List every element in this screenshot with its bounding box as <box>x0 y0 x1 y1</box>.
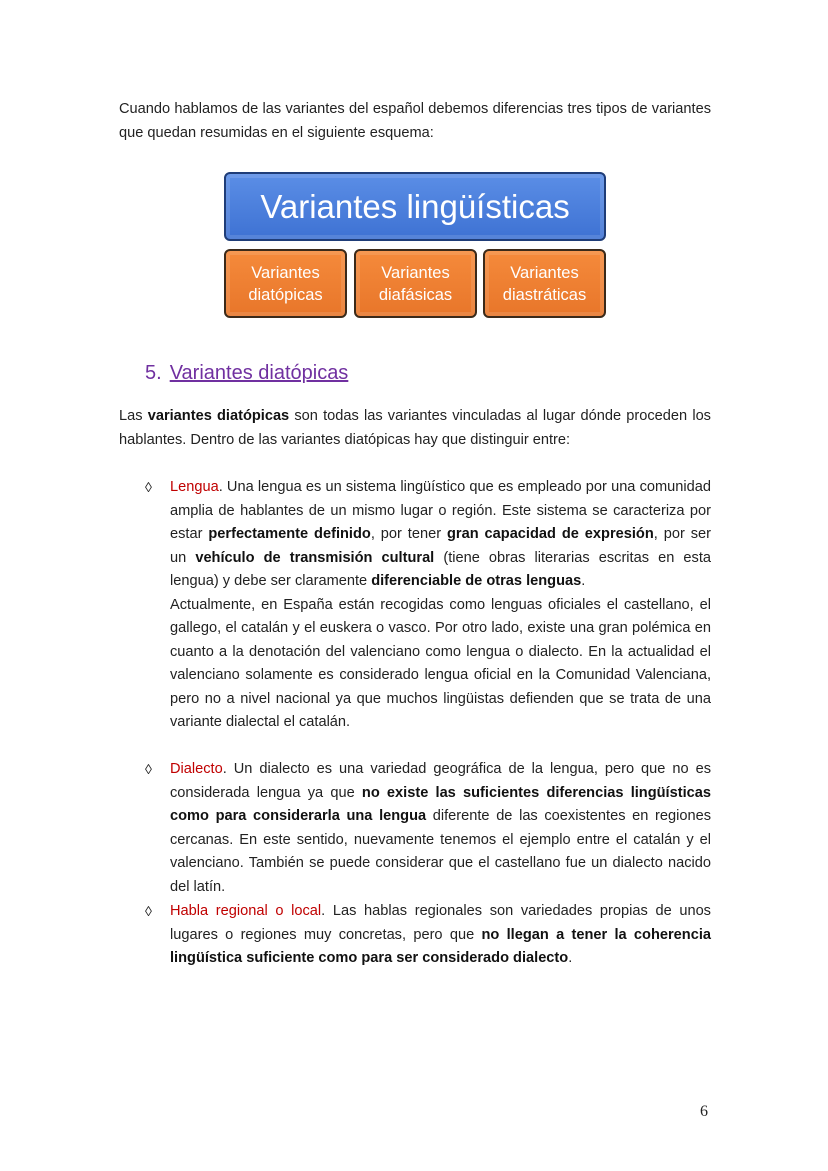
section-heading <box>145 362 348 385</box>
item-text: , por ser un <box>170 526 712 566</box>
item-text: . <box>568 950 573 966</box>
diagram-title: Variantes lingüísticas <box>260 187 570 225</box>
diamond-bullet-icon: ◊ <box>145 761 152 777</box>
list-item-text <box>170 476 711 594</box>
list-item-text <box>170 900 711 971</box>
diagram-box-label: Variantes diastráticas <box>502 263 587 304</box>
item-bold: gran capacidad de expresión <box>447 526 654 542</box>
item-text: . Las hablas regionales son variedades propias de unos lugares o regiones muy concretas, pero que <box>170 903 711 943</box>
item-text: . Un dialecto es una variedad geográfica de la lengua, pero que no es considerada lengua ya que <box>170 761 711 801</box>
list-item-extra-text: Actualmente, en España están recogidas como lenguas oficiales el castellano, el gallego, el catalán y el euskera o vasco. Por otro lado, existe una gran polémica en cuanto a la denotación del valenciano como lengua o dialecto. En la actualidad el valenciano solamente es considerado lengua oficial en la Comunidad Valenciana, pero no a nivel nacional ya que muchos lingüistas defienden que se trata de una variante dialectal el catalán. <box>170 596 711 730</box>
item-text: diferente de las coexistentes en regiones cercanas. En este sentido, nuevamente tenemos el ejemplo entre el catalán y el valenciano. También se puede considerar que el castellano fue un dialecto nacido del latín. <box>170 808 711 895</box>
term-lengua: Lengua <box>170 479 219 495</box>
lead-bold-term: variantes diatópicas <box>147 408 290 424</box>
diamond-bullet-icon: ◊ <box>145 479 152 495</box>
section-number: 5. <box>145 362 162 384</box>
diagram-box-label: Variantes diafásicas <box>378 263 453 304</box>
page-number: 6 <box>700 1103 708 1120</box>
item-text: . Una lengua es un sistema lingüístico que es empleado por una comunidad amplia de hablantes de un mismo lugar o región. Este sistema se caracteriza por estar <box>170 479 711 542</box>
list-item-habla <box>145 900 711 971</box>
list-item-lengua <box>145 476 711 735</box>
diagram-box-diatopicas <box>224 249 347 318</box>
item-bold: no existe las suficientes diferencias lingüísticas como para considerarla una lengua <box>170 784 711 824</box>
item-bold: vehículo de transmisión cultural <box>195 549 435 566</box>
variants-diagram <box>224 172 606 320</box>
item-bold: diferenciable de otras lenguas <box>371 573 582 589</box>
item-text: . <box>581 573 586 589</box>
item-text: (tiene obras literarias escritas en esta lengua) y debe ser claramente <box>170 549 712 589</box>
diagram-box-label: Variantes diatópicas <box>248 263 323 304</box>
term-dialecto: Dialecto <box>170 761 223 777</box>
diamond-bullet-icon: ◊ <box>145 903 152 919</box>
list-item-text <box>170 758 711 899</box>
lead-text: son todas las variantes vinculadas al lugar dónde proceden los hablantes. Dentro de las variantes diatópicas hay que distinguir entre: <box>119 408 711 448</box>
item-bold: no llegan a tener la coherencia lingüística suficiente como para ser considerado dialecto <box>170 926 711 966</box>
item-bold: perfectamente definido <box>208 526 371 542</box>
section-title[interactable]: Variantes diatópicas <box>169 362 349 384</box>
intro-paragraph: Cuando hablamos de las variantes del español debemos diferencias tres tipos de variantes que quedan resumidas en el siguiente esquema: <box>119 101 711 141</box>
diagram-box-diafasicas <box>354 249 477 318</box>
lead-text: Las <box>119 408 148 424</box>
item-text: , por tener <box>370 526 447 542</box>
term-habla: Habla regional o local <box>170 903 322 919</box>
list-item-dialecto <box>145 758 711 899</box>
lead-paragraph <box>119 405 711 452</box>
diagram-title-box <box>224 172 606 241</box>
diagram-box-diastraticas <box>483 249 606 318</box>
